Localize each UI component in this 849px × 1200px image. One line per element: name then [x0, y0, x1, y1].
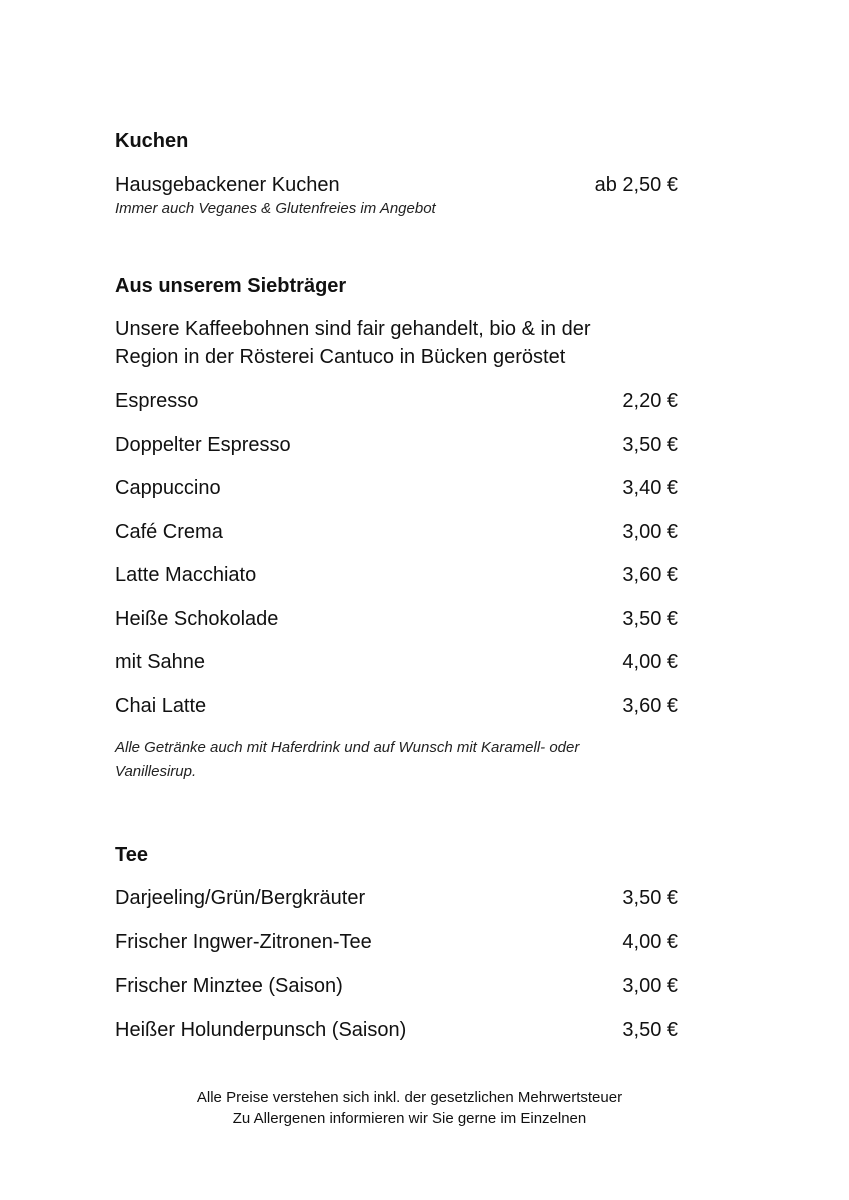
- menu-item-price: 3,60 €: [622, 564, 678, 586]
- menu-item-name: Espresso: [115, 390, 199, 412]
- section-intro-line: Region in der Rösterei Cantuco in Bücken geröstet: [115, 346, 566, 368]
- menu-item-price: 4,00 €: [622, 931, 678, 953]
- menu-item-name: Frischer Minztee (Saison): [115, 975, 343, 997]
- menu-item-price: 3,50 €: [622, 1019, 678, 1041]
- menu-item-price: 3,50 €: [622, 434, 678, 456]
- menu-item-name: Frischer Ingwer-Zitronen-Tee: [115, 931, 372, 953]
- menu-item-price: 3,50 €: [622, 887, 678, 909]
- menu-item-price: 2,20 €: [622, 390, 678, 412]
- section-note: Vanillesirup.: [115, 763, 197, 780]
- menu-item-price: 3,60 €: [622, 695, 678, 717]
- menu-item-name: Chai Latte: [115, 695, 207, 717]
- menu-item-name: Cappuccino: [115, 477, 221, 499]
- menu-item-price: 3,50 €: [622, 608, 678, 630]
- footer-vat-note: Alle Preise verstehen sich inkl. der gesetzlichen Mehrwertsteuer: [196, 1089, 623, 1106]
- section-note: Immer auch Veganes & Glutenfreies im Angebot: [115, 200, 436, 217]
- section-heading-siebtraeger: Aus unserem Siebträger: [115, 275, 347, 297]
- menu-item-name: Latte Macchiato: [115, 564, 257, 586]
- footer-allergen-note: Zu Allergenen informieren wir Sie gerne im Einzelnen: [232, 1110, 587, 1127]
- menu-item-name: Heiße Schokolade: [115, 608, 279, 630]
- menu-item-name: Darjeeling/Grün/Bergkräuter: [115, 887, 366, 909]
- section-heading-kuchen: Kuchen: [115, 130, 189, 152]
- section-heading-tee: Tee: [115, 844, 148, 866]
- menu-item-name: Heißer Holunderpunsch (Saison): [115, 1019, 407, 1041]
- menu-item-price: 3,40 €: [622, 477, 678, 499]
- menu-item-name: mit Sahne: [115, 651, 206, 673]
- section-intro-line: Unsere Kaffeebohnen sind fair gehandelt, bio & in der: [115, 318, 591, 340]
- menu-item-price: 3,00 €: [622, 975, 678, 997]
- menu-item-price: 3,00 €: [622, 521, 678, 543]
- menu-item-price: 4,00 €: [622, 651, 678, 673]
- menu-item-price: ab 2,50 €: [594, 174, 678, 196]
- section-note: Alle Getränke auch mit Haferdrink und auf Wunsch mit Karamell- oder: [115, 739, 580, 756]
- menu-item-name: Café Crema: [115, 521, 223, 543]
- menu-item-name: Doppelter Espresso: [115, 434, 291, 456]
- menu-item-name: Hausgebackener Kuchen: [115, 174, 340, 196]
